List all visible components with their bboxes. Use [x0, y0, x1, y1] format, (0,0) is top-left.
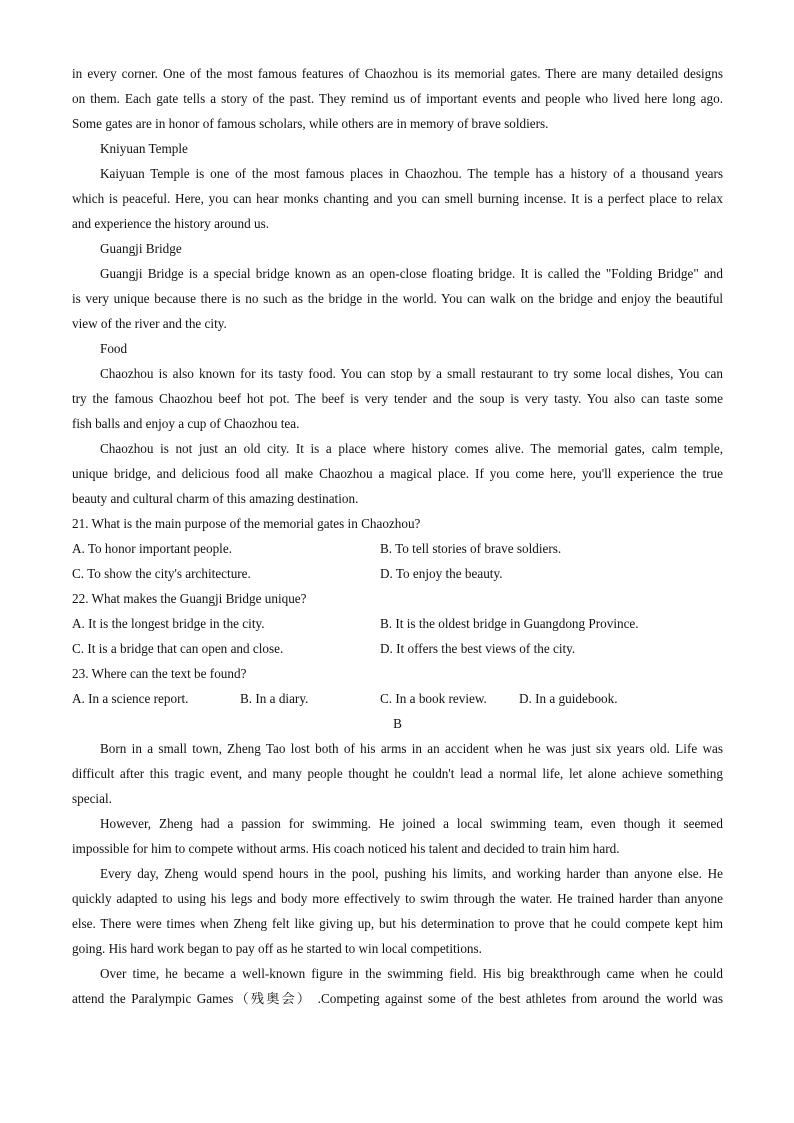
- option-22-d[interactable]: D. It offers the best views of the city.: [380, 641, 576, 656]
- option-21-b[interactable]: B. To tell stories of brave soldiers.: [380, 541, 562, 556]
- kaiyuan-line: and experience the history around us.: [72, 216, 270, 231]
- passage-b-line: going. His hard work began to pay off as he started to win local competitions.: [72, 941, 482, 956]
- passage-a-line: in every corner. One of the most famous features of Chaozhou is its memorial gates. There are many detailed designs: [72, 66, 723, 81]
- passage-b-line: special.: [72, 791, 112, 806]
- passage-b-line: impossible for him to compete without arms. His coach noticed his talent and decided to train him hard.: [72, 841, 620, 856]
- question-22-stem: 22. What makes the Guangji Bridge unique?: [72, 591, 307, 606]
- passage-a-line: on them. Each gate tells a story of the past. They remind us of important events and people who lived here long ago.: [72, 91, 723, 106]
- passage-b-line: Born in a small town, Zheng Tao lost both of his arms in an accident when he was just six years old. Life was: [100, 741, 723, 756]
- option-22-b[interactable]: B. It is the oldest bridge in Guangdong Province.: [380, 616, 639, 631]
- food-heading: Food: [100, 341, 128, 356]
- kaiyuan-line: Kaiyuan Temple is one of the most famous places in Chaozhou. The temple has a history of a thousand years: [100, 166, 723, 181]
- passage-b-line: quickly adapted to using his legs and body more effectively to swim through the water. He trained harder than anyone: [72, 891, 723, 906]
- passage-b-line: Over time, he became a well-known figure in the swimming field. His big breakthrough came when he could: [100, 966, 723, 981]
- food-line: fish balls and enjoy a cup of Chaozhou tea.: [72, 416, 300, 431]
- option-23-a[interactable]: A. In a science report.: [72, 691, 189, 706]
- question-21-options-row: [72, 536, 723, 561]
- option-21-d[interactable]: D. To enjoy the beauty.: [380, 566, 503, 581]
- food-line: try the famous Chaozhou beef hot pot. The beef is very tender and the soup is very tasty. You also can taste some: [72, 391, 723, 406]
- guangji-line: is very unique because there is no such as the bridge in the world. You can walk on the bridge and enjoy the beautiful: [72, 291, 723, 306]
- document-page: [72, 61, 723, 1011]
- guangji-heading: Guangji Bridge: [100, 241, 182, 256]
- passage-b-line: Every day, Zheng would spend hours in the pool, pushing his limits, and working harder than anyone else. He: [100, 866, 723, 881]
- guangji-line: view of the river and the city.: [72, 316, 227, 331]
- passage-b-line: However, Zheng had a passion for swimming. He joined a local swimming team, even though it seemed: [100, 816, 723, 831]
- option-23-b[interactable]: B. In a diary.: [240, 691, 309, 706]
- question-22-options-row: [72, 611, 723, 636]
- passage-b-line: attend the Paralympic Games（残奥会） .Competing against some of the best athletes from around the world was: [72, 991, 723, 1006]
- question-21-options-row: [72, 561, 723, 586]
- question-23-options-row: [72, 686, 723, 711]
- kaiyuan-heading: Kniyuan Temple: [100, 141, 188, 156]
- passage-b-line: else. There were times when Zheng felt like giving up, but his determination to prove that he could compete kept him: [72, 916, 723, 931]
- closing-line: beauty and cultural charm of this amazing destination.: [72, 491, 359, 506]
- closing-line: unique bridge, and delicious food all make Chaozhou a magical place. If you come here, you'll experience the true: [72, 466, 723, 481]
- option-23-c[interactable]: C. In a book review.: [380, 691, 487, 706]
- option-21-c[interactable]: C. To show the city's architecture.: [72, 566, 251, 581]
- option-22-c[interactable]: C. It is a bridge that can open and close.: [72, 641, 284, 656]
- question-22-options-row: [72, 636, 723, 661]
- option-21-a[interactable]: A. To honor important people.: [72, 541, 232, 556]
- passage-a-line: Some gates are in honor of famous scholars, while others are in memory of brave soldiers.: [72, 116, 549, 131]
- section-b-label: B: [393, 716, 402, 731]
- question-21-stem: 21. What is the main purpose of the memorial gates in Chaozhou?: [72, 516, 421, 531]
- question-23-stem: 23. Where can the text be found?: [72, 666, 247, 681]
- passage-b-line: difficult after this tragic event, and many people thought he couldn't lead a normal life, let alone achieve something: [72, 766, 723, 781]
- closing-line: Chaozhou is not just an old city. It is a place where history comes alive. The memorial gates, calm temple,: [100, 441, 723, 456]
- option-22-a[interactable]: A. It is the longest bridge in the city.: [72, 616, 265, 631]
- option-23-d[interactable]: D. In a guidebook.: [519, 691, 618, 706]
- guangji-line: Guangji Bridge is a special bridge known as an open-close floating bridge. It is called the "Folding Bridge" and: [100, 266, 723, 281]
- kaiyuan-line: which is peaceful. Here, you can hear monks chanting and you can smell burning incense. It is a perfect place to relax: [72, 191, 723, 206]
- food-line: Chaozhou is also known for its tasty food. You can stop by a small restaurant to try some local dishes, You can: [100, 366, 723, 381]
